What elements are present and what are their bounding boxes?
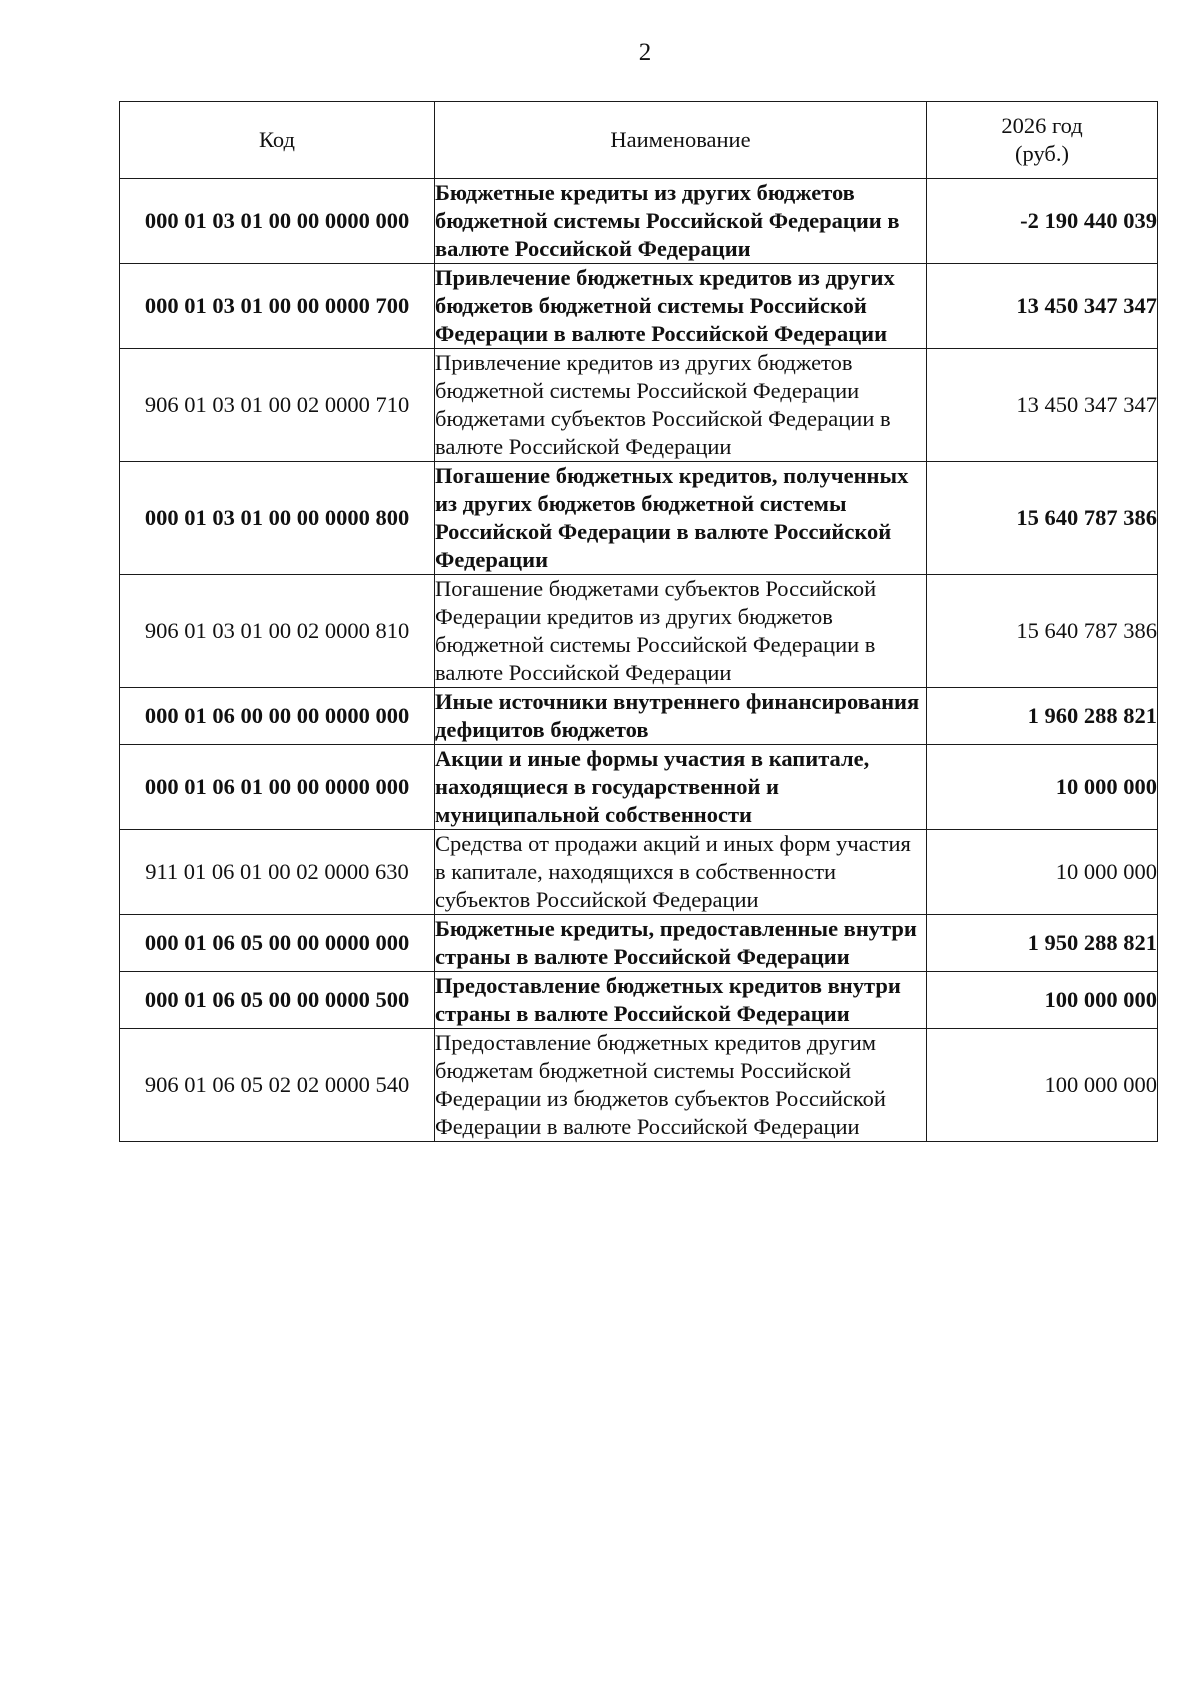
row-name: Средства от продажи акций и иных форм участия в капитале, находящихся в собственности субъектов Российской Федерации bbox=[435, 830, 927, 915]
row-name: Погашение бюджетами субъектов Российской Федерации кредитов из других бюджетов бюджетной системы Российской Федерации в валюте Российской Федерации bbox=[435, 575, 927, 688]
table-row bbox=[120, 972, 1158, 1029]
page-number: 2 bbox=[638, 39, 652, 66]
row-name: Привлечение кредитов из других бюджетов бюджетной системы Российской Федерации бюджетами субъектов Российской Федерации в валюте Российской Федерации bbox=[435, 349, 927, 462]
row-code: 000 01 06 01 00 00 0000 000 bbox=[120, 745, 435, 830]
row-name: Бюджетные кредиты из других бюджетов бюджетной системы Российской Федерации в валюте Российской Федерации bbox=[435, 179, 927, 264]
row-sum: 15 640 787 386 bbox=[927, 462, 1158, 575]
row-name: Погашение бюджетных кредитов, полученных из других бюджетов бюджетной системы Российской Федерации в валюте Российской Федерации bbox=[435, 462, 927, 575]
row-sum: 1 960 288 821 bbox=[927, 688, 1158, 745]
row-sum: 13 450 347 347 bbox=[927, 349, 1158, 462]
row-name: Привлечение бюджетных кредитов из других бюджетов бюджетной системы Российской Федерации в валюте Российской Федерации bbox=[435, 264, 927, 349]
row-code: 906 01 06 05 02 02 0000 540 bbox=[120, 1029, 435, 1142]
row-sum: 13 450 347 347 bbox=[927, 264, 1158, 349]
table-row bbox=[120, 575, 1158, 688]
header-sum bbox=[927, 102, 1158, 179]
row-name: Иные источники внутреннего финансирования дефицитов бюджетов bbox=[435, 688, 927, 745]
table-row bbox=[120, 745, 1158, 830]
row-sum: 100 000 000 bbox=[927, 1029, 1158, 1142]
row-name: Акции и иные формы участия в капитале, находящиеся в государственной и муниципальной собственности bbox=[435, 745, 927, 830]
row-code: 000 01 06 05 00 00 0000 000 bbox=[120, 915, 435, 972]
row-sum: 10 000 000 bbox=[927, 745, 1158, 830]
row-name: Предоставление бюджетных кредитов внутри страны в валюте Российской Федерации bbox=[435, 972, 927, 1029]
row-sum: -2 190 440 039 bbox=[927, 179, 1158, 264]
table-row bbox=[120, 830, 1158, 915]
table-row bbox=[120, 179, 1158, 264]
row-code: 000 01 03 01 00 00 0000 700 bbox=[120, 264, 435, 349]
row-name: Бюджетные кредиты, предоставленные внутри страны в валюте Российской Федерации bbox=[435, 915, 927, 972]
table-row bbox=[120, 349, 1158, 462]
header-sum-unit: (руб.) bbox=[1015, 141, 1069, 166]
header-name: Наименование bbox=[435, 102, 927, 179]
row-name: Предоставление бюджетных кредитов другим бюджетам бюджетной системы Российской Федерации из бюджетов субъектов Российской Федерации в валюте Российской Федерации bbox=[435, 1029, 927, 1142]
row-sum: 10 000 000 bbox=[927, 830, 1158, 915]
row-code: 911 01 06 01 00 02 0000 630 bbox=[120, 830, 435, 915]
table-row bbox=[120, 1029, 1158, 1142]
header-sum-year: 2026 год bbox=[1001, 113, 1083, 138]
table-row bbox=[120, 462, 1158, 575]
row-code: 000 01 06 00 00 00 0000 000 bbox=[120, 688, 435, 745]
row-code: 906 01 03 01 00 02 0000 810 bbox=[120, 575, 435, 688]
table-header-row bbox=[120, 102, 1158, 179]
row-code: 000 01 03 01 00 00 0000 800 bbox=[120, 462, 435, 575]
budget-sources-table bbox=[119, 101, 1158, 1142]
row-sum: 1 950 288 821 bbox=[927, 915, 1158, 972]
row-code: 000 01 03 01 00 00 0000 000 bbox=[120, 179, 435, 264]
row-code: 906 01 03 01 00 02 0000 710 bbox=[120, 349, 435, 462]
header-code: Код bbox=[120, 102, 435, 179]
row-sum: 100 000 000 bbox=[927, 972, 1158, 1029]
table-row bbox=[120, 688, 1158, 745]
table-row bbox=[120, 915, 1158, 972]
row-sum: 15 640 787 386 bbox=[927, 575, 1158, 688]
table-row bbox=[120, 264, 1158, 349]
row-code: 000 01 06 05 00 00 0000 500 bbox=[120, 972, 435, 1029]
